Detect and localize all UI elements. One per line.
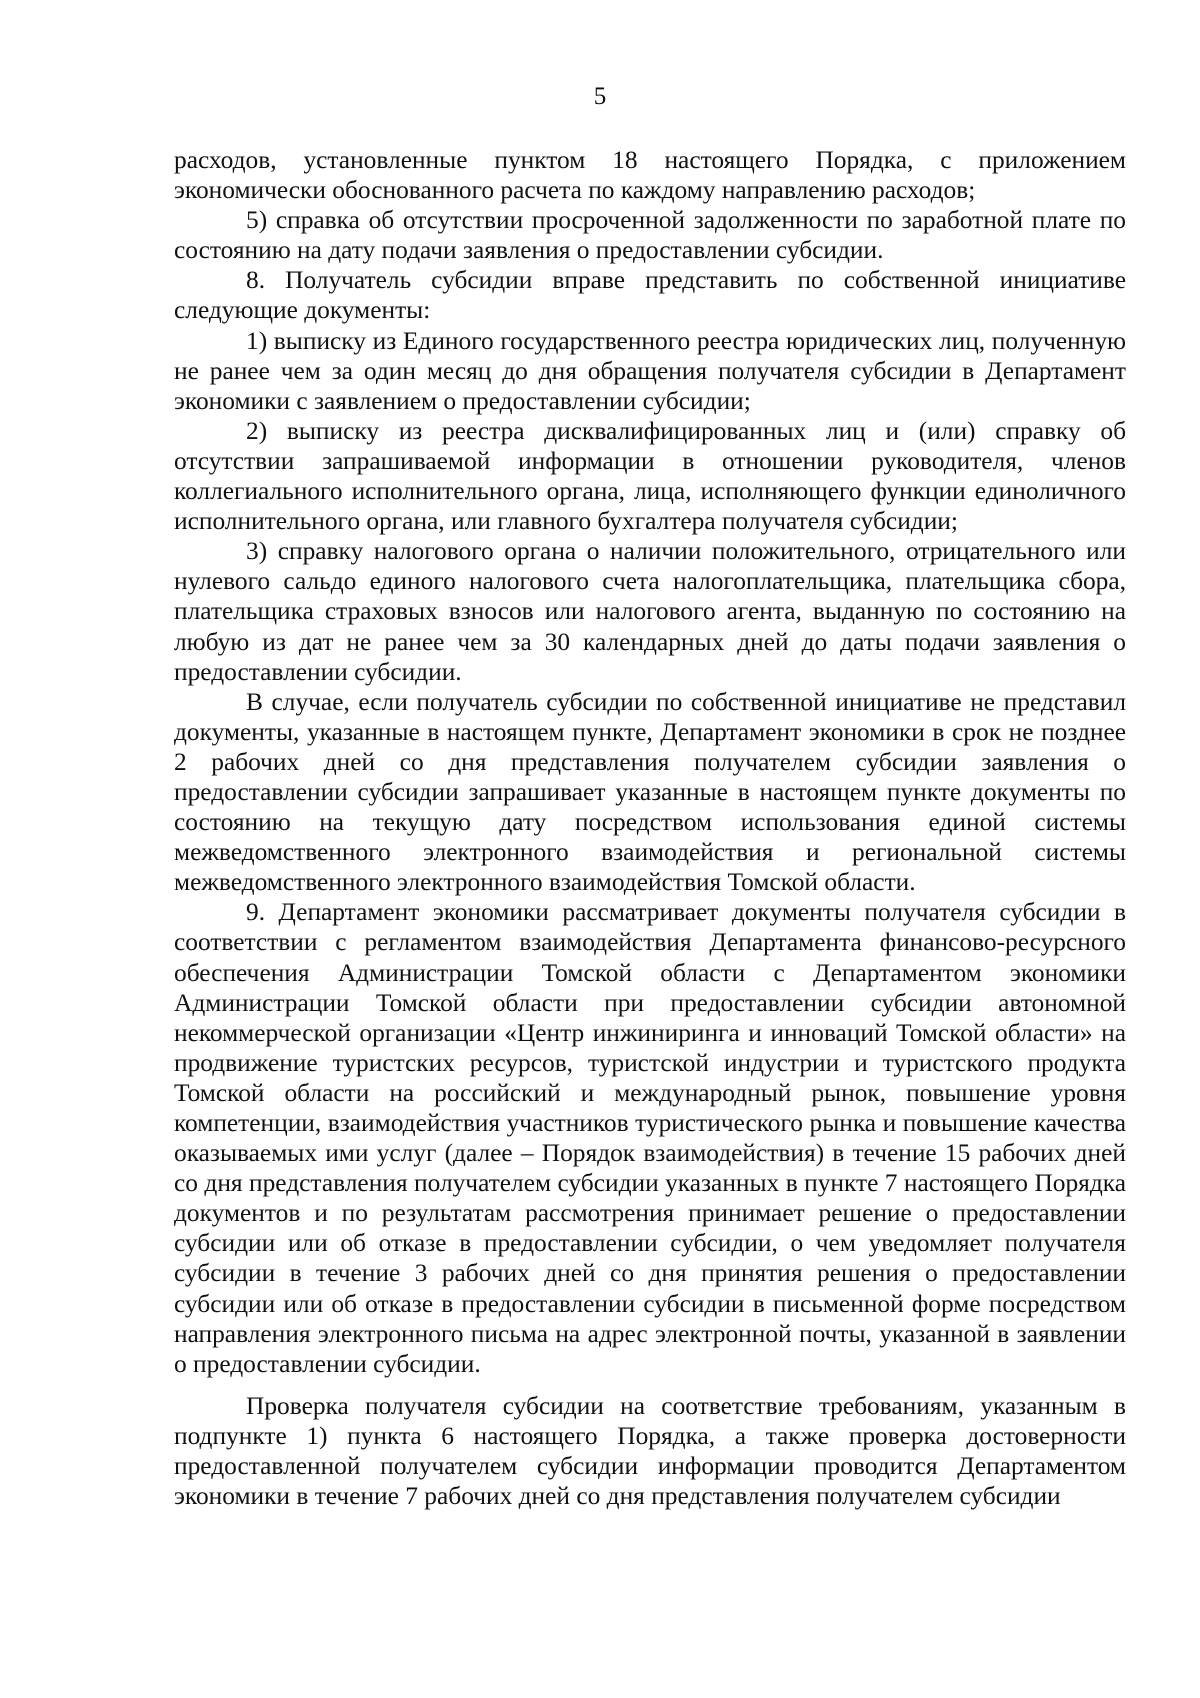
paragraph-continuation: расходов, установленные пунктом 18 настоящего Порядка, с приложением экономически обоснованного расчета по каждому направлению расходов; <box>174 146 1126 205</box>
paragraph-item-1: 1) выписку из Единого государственного реестра юридических лиц, полученную не ранее чем за один месяц до дня обращения получателя субсидии в Департамент экономики с заявлением о предоставлении субсидии; <box>174 326 1126 415</box>
paragraph-request-case: В случае, если получатель субсидии по собственной инициативе не представил документы, указанные в настоящем пункте, Департамент экономики в срок не позднее 2 рабочих дней со дня представления получателем субсидии заявления о предоставлении субсидии запрашивает указанные в настоящем пункте документы по состоянию на текущую дату посредством использования единой системы межведомственного электронного взаимодействия и региональной системы межведомственного электронного взаимодействия Томской области. <box>174 687 1126 897</box>
document-body <box>174 145 1126 1511</box>
paragraph-clause-9: 9. Департамент экономики рассматривает документы получателя субсидии в соответствии с регламентом взаимодействия Департамента финансово-ресурсного обеспечения Администрации Томской области с Департаментом экономики Администрации Томской области при предоставлении субсидии автономной некоммерческой организации «Центр инжиниринга и инноваций Томской области» на продвижение туристских ресурсов, туристской индустрии и туристского продукта Томской области на российский и международный рынок, повышение уровня компетенции, взаимодействия участников туристического рынка и повышение качества оказываемых ими услуг (далее – Порядок взаимодействия) в течение 15 рабочих дней со дня представления получателем субсидии указанных в пункте 7 настоящего Порядка документов и по результатам рассмотрения принимает решение о предоставлении субсидии или об отказе в предоставлении субсидии, о чем уведомляет получателя субсидии в течение 3 рабочих дней со дня принятия решения о предоставлении субсидии или об отказе в предоставлении субсидии в письменной форме посредством направления электронного письма на адрес электронной почты, указанной в заявлении о предоставлении субсидии. <box>174 898 1126 1378</box>
paragraph-item-5: 5) справка об отсутствии просроченной задолженности по заработной плате по состоянию на дату подачи заявления о предоставлении субсидии. <box>174 206 1126 265</box>
page-number: 5 <box>593 83 607 110</box>
paragraph-verification: Проверка получателя субсидии на соответствие требованиям, указанным в подпункте 1) пункта 6 настоящего Порядка, а также проверка достоверности предоставленной получателем субсидии информации проводится Департаментом экономики в течение 7 рабочих дней со дня представления получателем субсидии <box>174 1391 1126 1511</box>
paragraph-item-3: 3) справку налогового органа о наличии положительного, отрицательного или нулевого сальдо единого налогового счета налогоплательщика, плательщика сбора, плательщика страховых взносов или налогового агента, выданную по состоянию на любую из дат не ранее чем за 30 календарных дней до даты подачи заявления о предоставлении субсидии. <box>174 537 1126 686</box>
paragraph-item-2: 2) выписку из реестра дисквалифицированных лиц и (или) справку об отсутствии запрашиваемой информации в отношении руководителя, членов коллегиального исполнительного органа, лица, исполняющего функции единоличного исполнительного органа, или главного бухгалтера получателя субсидии; <box>174 416 1126 536</box>
paragraph-clause-8: 8. Получатель субсидии вправе представить по собственной инициативе следующие документы: <box>174 266 1126 325</box>
